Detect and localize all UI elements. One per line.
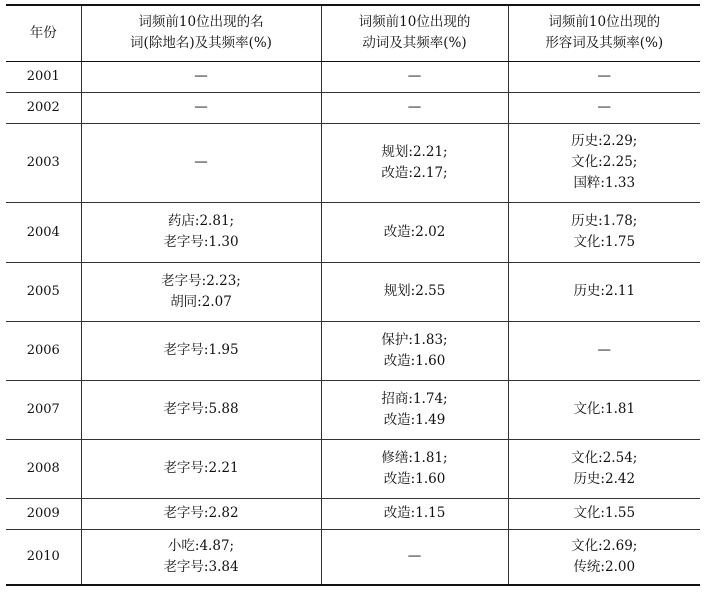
table-row — [6, 202, 700, 262]
term-frequency: 改造:1.15 — [383, 505, 446, 521]
verb-cell — [321, 439, 508, 498]
term-frequency: — — [407, 99, 422, 115]
term-frequency: 国粹:1.33 — [573, 175, 636, 191]
term-frequency: — — [194, 68, 208, 84]
year-cell: 2008 — [6, 439, 81, 498]
table-row — [6, 262, 700, 321]
table-body — [6, 61, 700, 585]
term-frequency: 改造:2.02 — [383, 223, 446, 240]
term-frequency: 文化:1.81 — [573, 401, 636, 417]
noun-cell — [81, 92, 321, 123]
noun-cell — [81, 439, 321, 498]
noun-cell — [81, 123, 321, 202]
year-cell: 2007 — [6, 380, 81, 439]
verb-cell — [321, 123, 508, 202]
noun-cell — [81, 529, 321, 585]
term-frequency: 文化:2.69; — [571, 537, 638, 554]
term-frequency: 老字号:1.30 — [163, 234, 239, 250]
verb-cell — [321, 380, 508, 439]
verb-cell — [321, 92, 508, 123]
term-frequency: 历史:2.29; — [571, 133, 638, 149]
noun-cell — [81, 380, 321, 439]
term-frequency: 保护:1.83; — [381, 331, 448, 348]
term-frequency: 招商:1.74; — [381, 390, 448, 407]
term-frequency: 老字号:3.84 — [163, 558, 239, 575]
term-frequency: — — [597, 342, 611, 358]
table-row — [6, 61, 700, 92]
term-frequency: — — [407, 68, 422, 84]
header-text: 词频前10位出现的名 — [138, 14, 264, 31]
term-frequency: — — [194, 99, 208, 115]
noun-cell — [81, 202, 321, 262]
header-adjectives — [508, 5, 700, 61]
term-frequency: 文化:2.25; — [571, 154, 638, 170]
verb-cell — [321, 498, 508, 529]
header-text: 动词及其频率(%) — [362, 35, 467, 52]
table-row — [6, 123, 700, 202]
year-cell: 2009 — [6, 498, 81, 529]
adjective-cell — [508, 262, 700, 321]
year-cell: 2002 — [6, 92, 81, 123]
table-row — [6, 380, 700, 439]
noun-cell — [81, 321, 321, 380]
noun-cell — [81, 61, 321, 92]
term-frequency: 文化:2.54; — [571, 449, 638, 466]
table-header — [6, 5, 700, 61]
term-frequency: 传统:2.00 — [573, 558, 636, 575]
noun-cell — [81, 498, 321, 529]
term-frequency: 规划:2.21; — [381, 143, 448, 160]
term-frequency: 改造:2.17; — [381, 164, 448, 181]
verb-cell — [321, 321, 508, 380]
adjective-cell — [508, 321, 700, 380]
term-frequency: 历史:2.42 — [573, 470, 636, 487]
header-text: 年份 — [29, 24, 57, 41]
header-nouns — [81, 5, 321, 61]
adjective-cell — [508, 380, 700, 439]
term-frequency: 老字号:2.23; — [161, 272, 241, 289]
term-frequency: 老字号:5.88 — [163, 401, 239, 417]
header-text: 词(除地名)及其频率(%) — [130, 35, 272, 52]
adjective-cell — [508, 529, 700, 585]
table-row — [6, 439, 700, 498]
year-cell: 2006 — [6, 321, 81, 380]
noun-cell — [81, 262, 321, 321]
word-frequency-table — [6, 4, 700, 586]
verb-cell — [321, 262, 508, 321]
table-row — [6, 92, 700, 123]
year-cell: 2010 — [6, 529, 81, 585]
header-verbs — [321, 5, 508, 61]
header-text: 词频前10位出现的 — [548, 14, 661, 31]
term-frequency: 改造:1.60 — [383, 470, 446, 487]
term-frequency: 药店:2.81; — [167, 213, 235, 229]
verb-cell — [321, 529, 508, 585]
term-frequency: 规划:2.55 — [383, 283, 446, 299]
table-row — [6, 498, 700, 529]
verb-cell — [321, 61, 508, 92]
term-frequency: — — [597, 99, 611, 115]
term-frequency: — — [407, 548, 422, 565]
term-frequency: 文化:1.55 — [573, 505, 636, 521]
adjective-cell — [508, 92, 700, 123]
adjective-cell — [508, 123, 700, 202]
header-year — [6, 5, 81, 61]
term-frequency: — — [194, 154, 208, 170]
term-frequency: 文化:1.75 — [573, 234, 636, 250]
table-row — [6, 529, 700, 585]
term-frequency: 老字号:1.95 — [163, 342, 239, 358]
adjective-cell — [508, 439, 700, 498]
header-text: 词频前10位出现的 — [358, 14, 471, 31]
year-cell: 2003 — [6, 123, 81, 202]
verb-cell — [321, 202, 508, 262]
term-frequency: 改造:1.49 — [383, 411, 446, 428]
term-frequency: 改造:1.60 — [383, 352, 446, 369]
year-cell: 2004 — [6, 202, 81, 262]
term-frequency: 老字号:2.21 — [163, 460, 239, 476]
header-row — [6, 5, 700, 61]
term-frequency: 修缮:1.81; — [381, 449, 448, 466]
term-frequency: — — [597, 68, 611, 84]
adjective-cell — [508, 498, 700, 529]
header-text: 形容词及其频率(%) — [545, 35, 664, 52]
adjective-cell — [508, 61, 700, 92]
term-frequency: 历史:1.78; — [571, 213, 638, 229]
table-row — [6, 321, 700, 380]
term-frequency: 历史:2.11 — [573, 283, 636, 299]
term-frequency: 老字号:2.82 — [163, 505, 239, 521]
adjective-cell — [508, 202, 700, 262]
term-frequency: 小吃:4.87; — [167, 537, 235, 554]
term-frequency: 胡同:2.07 — [170, 293, 232, 310]
year-cell: 2005 — [6, 262, 81, 321]
year-cell: 2001 — [6, 61, 81, 92]
